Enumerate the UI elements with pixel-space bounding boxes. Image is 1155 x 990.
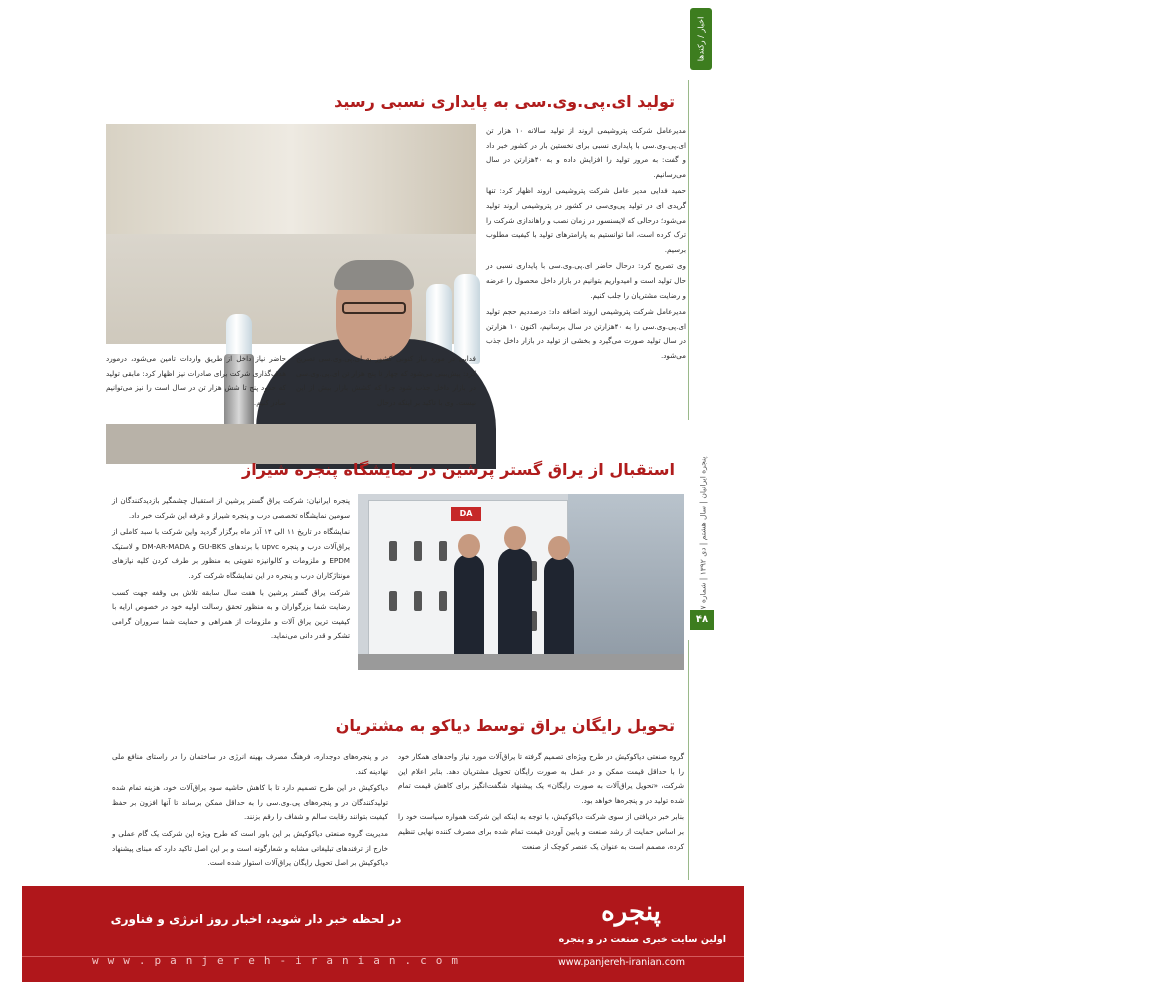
article1-title: تولید ای.پی.وی.سی به پایداری نسبی رسید (334, 92, 675, 111)
paragraph: فدایی در مورد نیاز کنونی کشور به ای.پی.وی.سی تصریح کرد: پیش‌بینی می‌شود که چهار تا پنج هزار تن ای.پی.وی.سی در بازار داخل جذب شود چرا که کشش بازار بیش از این نیست. وی با تاکید بر اینکه درحال (296, 354, 476, 407)
brand-badge: در لحظه خبر دار شوید (1141, 894, 1155, 929)
footer-banner[interactable] (22, 886, 1155, 982)
paragraph: دیاکوکیش در این طرح تصمیم دارد تا با کاهش حاشیه سود یراق‌آلات خود، هزینه تمام شده تولیدکنندگان در و پنجره‌های پی.وی.سی را به حداقل ممکن برساند تا آنها افزون بر حفظ کیفیت بتوانند رقابت سالم و شفاف را رقم بزنند. (112, 783, 388, 822)
page-number: ۴۸ (690, 610, 714, 630)
paragraph: مدیرعامل شرکت پتروشیمی اروند از تولید سالانه ۱۰ هزار تن ای.پی.وی.سی با پایداری نسبی برای نخستین بار در کشور خبر داد و گفت: به مرور تولید را افزایش داده و به ۴۰هزارتن در سال می‌رسانیم. (486, 126, 686, 179)
issue-strip-label: پنجره ایرانیان | سال هشتم | دی ۱۳۹۲ | شماره (698, 456, 708, 604)
vertical-rule (688, 640, 689, 880)
paragraph: در و پنجره‌های دوجداره، فرهنگ مصرف بهینه انرژی در ساختمان را در راستای منافع ملی نهادینه کند. (112, 752, 388, 776)
paragraph: وی تصریح کرد: درحال حاضر ای.پی.وی.سی با پایداری نسبی در حال تولید است و امیدواریم بتوانیم در بازار داخل محصول را عرضه و رضایت مشتریان را جلب کنیم. (486, 261, 686, 300)
paragraph: حمید فدایی مدیر عامل شرکت پتروشیمی اروند اظهار کرد: تنها گریدی ای در تولید پی‌وی‌سی در کشور در پتروشیمی اروند تولید می‌شود؛ درحالی که لایسنسور در زمان نصب و راهاندازی شرکت را ترک کرده است، اما توانستیم به پارامترهای تولید با کیفیت مطلوب برسیم. (486, 186, 686, 254)
article2-photo: DA (358, 494, 684, 670)
article2-title: استقبال از یراق گستر پرشین در نمایشگاه پنجره شیراز (242, 460, 675, 479)
paragraph: بنابر خبر دریافتی از سوی شرکت دیاکوکیش، با توجه به اینکه این شرکت همواره سیاست خود را بر اساس حمایت از رشد صنعت و پایین آوردن قیمت تمام شده برای مصرف کننده نهایی تنظیم کرده، مصمم است به عنوان یک عنصر کوچک از صنعت (398, 812, 684, 851)
brand-box (546, 892, 1155, 952)
paragraph: پنجره ایرانیان: شرکت یراق گستر پرشین از استقبال چشمگیر بازدیدکنندگان از سومین نمایشگاه تخصصی درب و پنجره شیراز و غرفه این شرکت خبر داد. (112, 496, 350, 520)
paragraph: حاضر نیاز داخل از طریق واردات تامین می‌شود، درمورد هدف‌گذاری شرکت برای صادرات نیز اظهار کرد: مابقی تولید که حدود پنج تا شش هزار تن در سال است را نیز می‌توانیم صادر کنیم. (106, 354, 286, 407)
brand-logo: پنجره (601, 897, 661, 927)
footer-url-small[interactable]: www.panjereh-iranian.com (558, 957, 685, 968)
article1-col-left (106, 352, 286, 422)
article1-photo (106, 124, 476, 344)
article3-col-right (398, 750, 684, 880)
footer-slogan: در لحظه خبر دار شوید، اخبار روز انرژی و فناوری (110, 912, 402, 926)
article3-title: تحویل رایگان یراق توسط دیاکو به مشتریان (335, 716, 675, 735)
footer-url-large[interactable]: www.panjereh-iranian.com (92, 954, 467, 967)
paragraph: شرکت یراق گستر پرشین با هفت سال سابقه تلاش بی وقفه جهت کسب رضایت شما بزرگواران و به منظور تحقق رسالت اولیه خود در خصوص ارایه با کیفیت ترین یراق آلات و ملزومات از همراهی و حمایت شما سروران گرامی تشکر و قدر دانی می‌نماید. (112, 587, 350, 641)
brand-subtitle: اولین سایت خبری صنعت در و پنجره (558, 934, 726, 945)
article1-col-right (486, 124, 686, 424)
paragraph: مدیریت گروه صنعتی دیاکوکیش بر این باور است که طرح ویژه این شرکت یک گام عملی و خارج از ترفندهای تبلیغاتی مشابه و شعارگونه است و بر این اصل تاکید دارد که مبنای پیشنهاد دیاکوکیش بر اصل تحویل رایگان یراق‌آلات استوار شده است. (112, 828, 388, 868)
article2-body (112, 494, 350, 674)
issue-strip (696, 440, 710, 630)
section-tab-label: اخبار / رکندها (696, 16, 706, 62)
paragraph: گروه صنعتی دیاکوکیش در طرح ویژه‌ای تصمیم گرفته تا یراق‌آلات مورد نیاز واحدهای همکار خود را با حداقل قیمت ممکن و در عمل به صورت رایگان تحویل مشتریان دهد. بنابر اعلام این شرکت، «تحویل یراق‌آلات به صورت رایگان» یک پیشنهاد شگفت‌انگیز برای کاهش قیمت تمام شده تولید در و پنجره‌ها خواهد بود. (398, 752, 684, 805)
section-tab (690, 8, 712, 70)
article3-col-left (112, 750, 388, 880)
paragraph: مدیرعامل شرکت پتروشیمی اروند اضافه داد: درصددیم حجم تولید ای.پی.وی.سی را به ۴۰هزارتن در سال برسانیم، اکنون ۱۰ هزارتن در سال تولید صورت می‌گیرد و بخشی از تولید در بازار داخل جذب می‌شود. (486, 307, 686, 360)
paragraph: نمایشگاه در تاریخ ۱۱ الی ۱۴ آذر ماه برگزار گردید واین شرکت با سبد کاملی از یراق‌آلات درب و پنجره upvc با برندهای GU-BKS و DM-AR-MADA و لاستیک EPDM و ملزومات و کالوانیزه تقویتی به منظور بر طرف کردن کلیه نیازهای مونتاژکاران درب و پنجره در این نمایشگاه شرکت کرد. (112, 527, 351, 580)
vertical-rule (688, 80, 689, 420)
article1-col-mid (296, 352, 476, 422)
